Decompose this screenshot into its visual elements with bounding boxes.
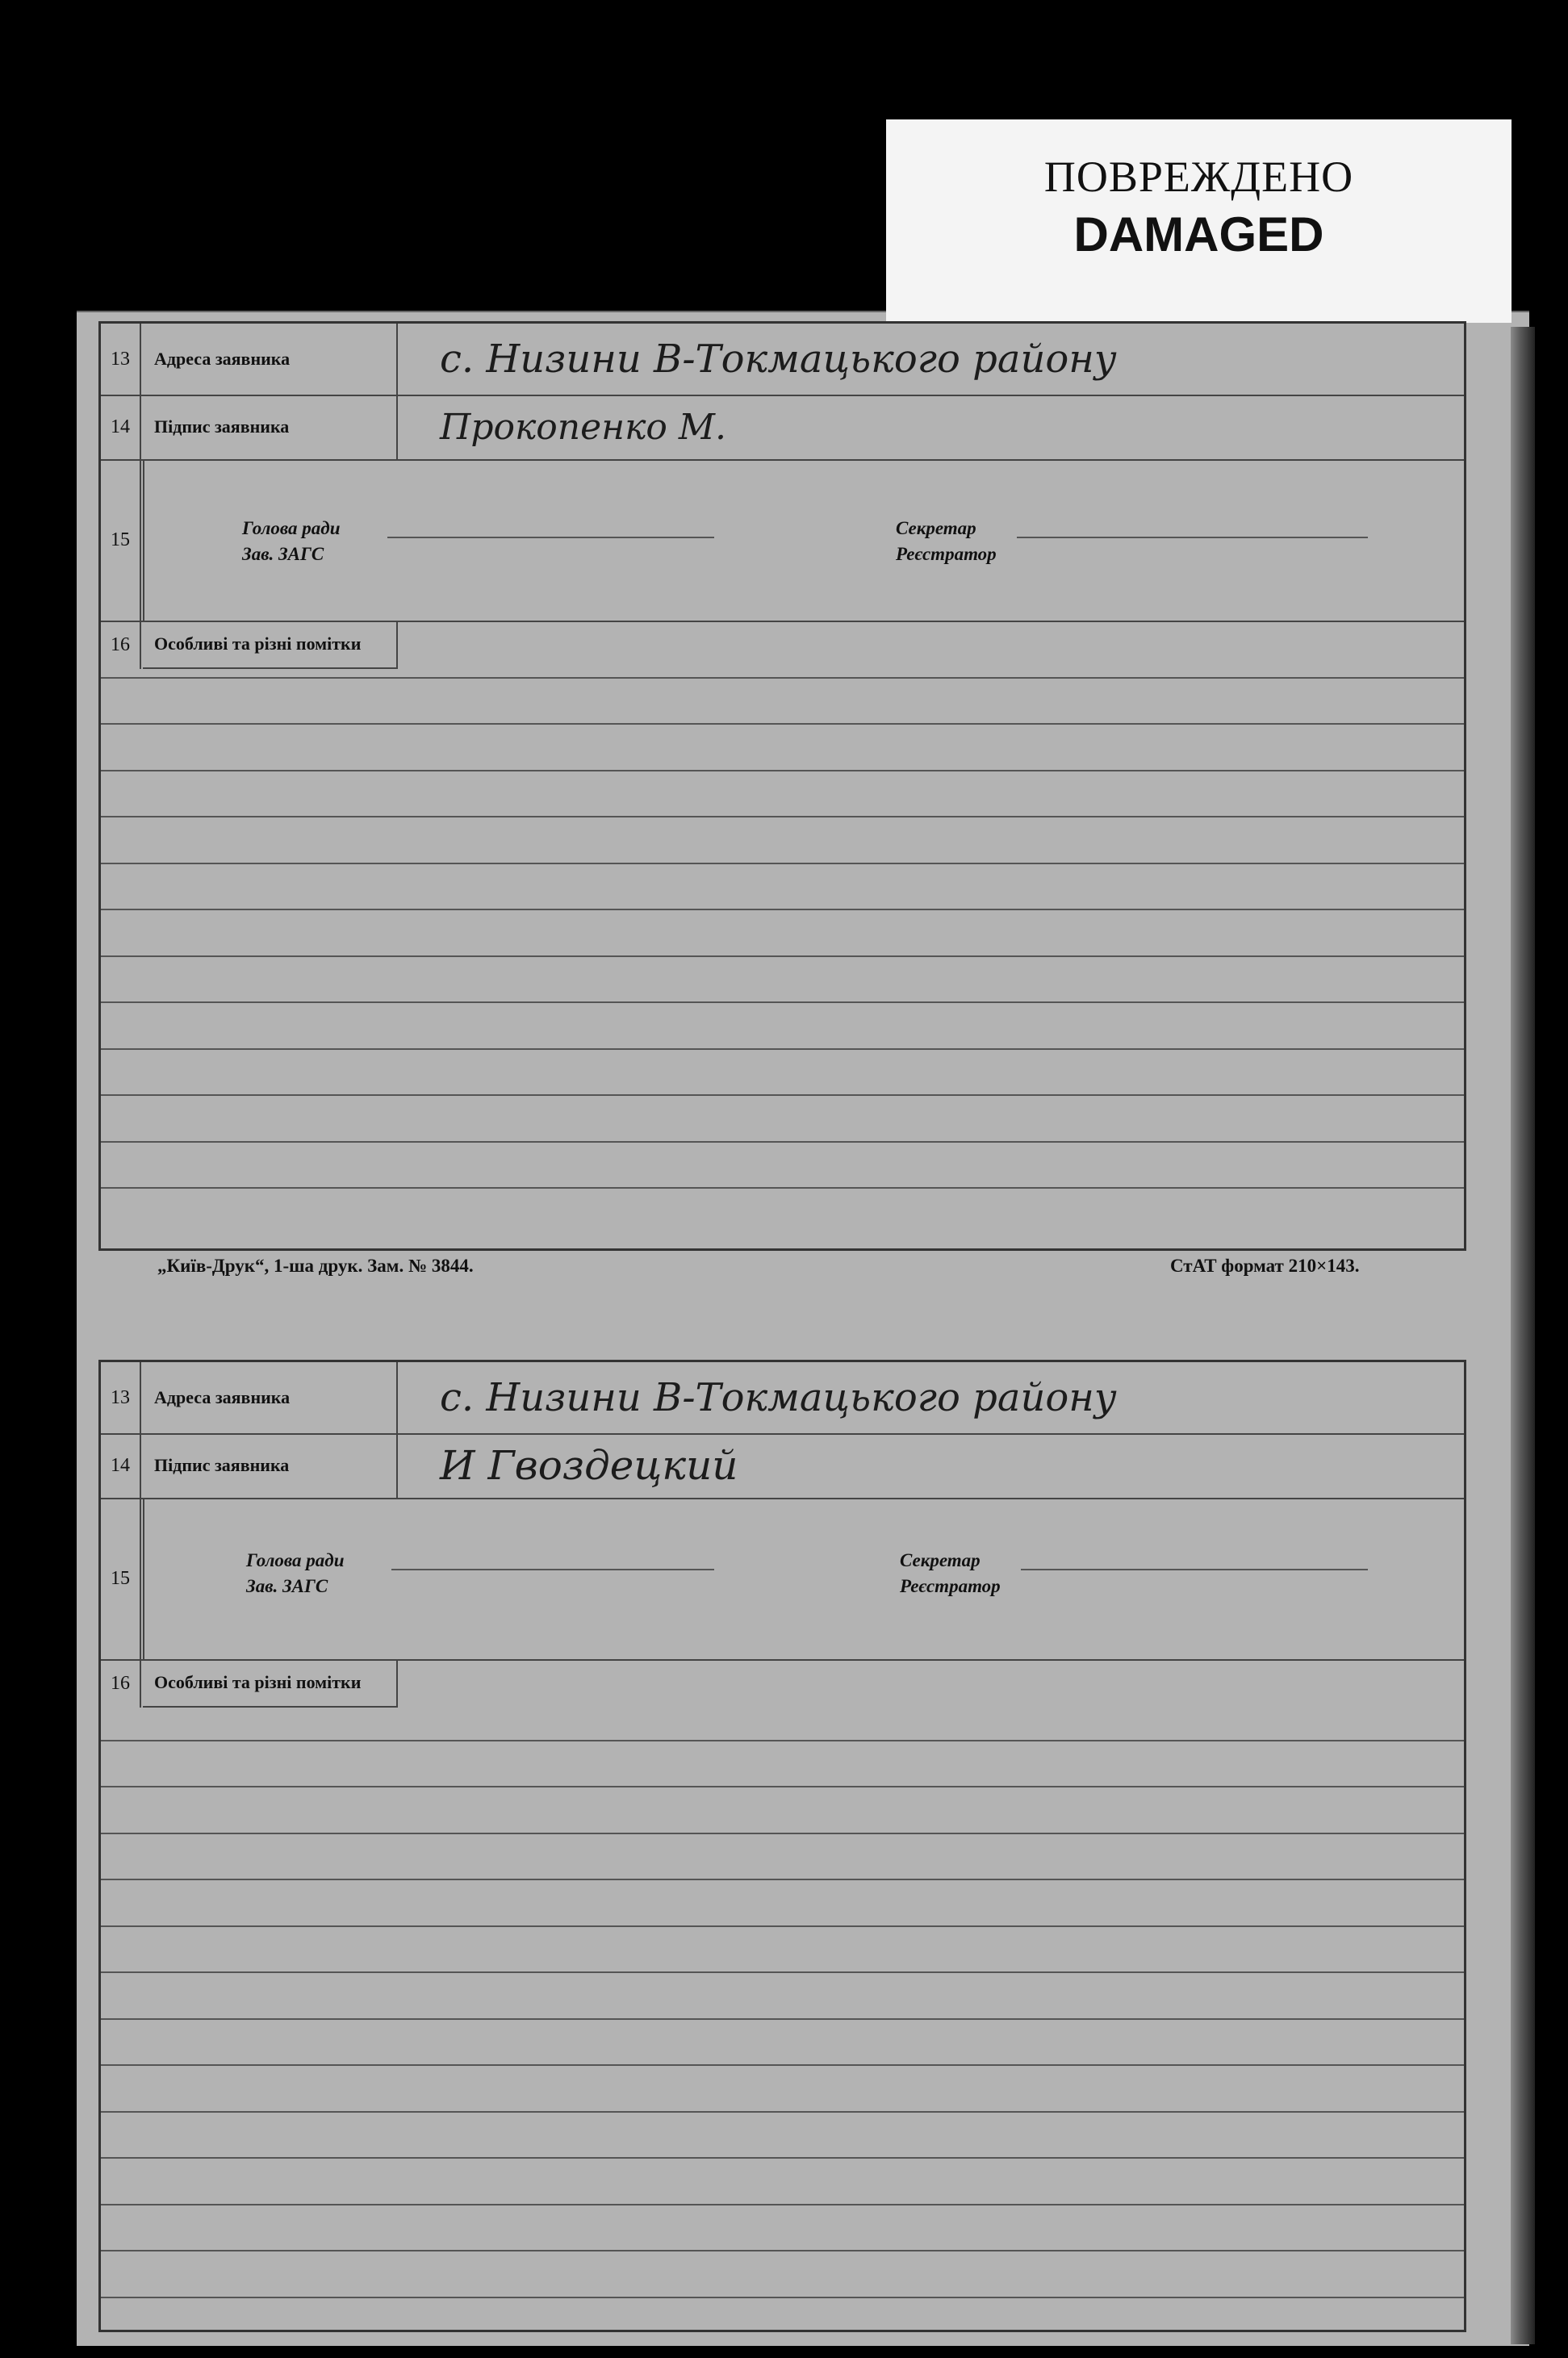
row-number: 16: [101, 621, 141, 669]
registrar-label: Реєстратор: [900, 1576, 1001, 1596]
damage-label-en: DAMAGED: [1073, 207, 1324, 261]
zags-label: Зав. ЗАГС: [242, 544, 324, 564]
head-label: Голова ради: [246, 1550, 345, 1570]
form-bottom: [98, 1360, 1466, 2332]
row-number: 14: [101, 1433, 141, 1498]
form-top: [98, 321, 1466, 1251]
sheet-edge: [1511, 327, 1535, 2344]
head-label: Голова ради: [242, 518, 341, 538]
row-label: Особливі та різні помітки: [143, 621, 398, 669]
head-signature-line: [387, 537, 714, 538]
printer-imprint: „Київ-Друк“, 1-ша друк. Зам. № 3844.: [157, 1256, 474, 1276]
row-label: Особливі та різні помітки: [143, 1659, 398, 1708]
signature-value: И Гвоздецкий: [440, 1442, 738, 1489]
row-number: 15: [101, 1498, 141, 1659]
head-labels: [242, 516, 341, 567]
row-label: Адреса заявника: [143, 1362, 398, 1433]
row-notes: [101, 1659, 1464, 1708]
row-signature: [101, 1433, 1464, 1499]
zags-label: Зав. ЗАГС: [246, 1576, 328, 1596]
row-number: 13: [101, 324, 141, 395]
signature-value: Прокопенко М.: [440, 406, 726, 448]
damage-label-ru: ПОВРЕЖДЕНО: [1043, 153, 1354, 201]
address-value: с. Низини В-Токмацького району: [440, 1375, 1117, 1420]
row-number: 13: [101, 1362, 141, 1433]
secretary-signature-line: [1021, 1569, 1368, 1570]
head-signature-line: [391, 1569, 714, 1570]
row-number: 16: [101, 1659, 141, 1708]
address-value: с. Низини В-Токмацького району: [440, 337, 1117, 382]
registrar-label: Реєстратор: [896, 544, 997, 564]
row-label: Адреса заявника: [143, 324, 398, 395]
head-labels: [246, 1548, 345, 1599]
row-officials: [101, 459, 1464, 622]
row-number: 14: [101, 395, 141, 459]
secretary-label: Секретар: [896, 518, 976, 538]
row-address: [101, 1362, 1464, 1435]
secretary-label: Секретар: [900, 1550, 981, 1570]
row-signature: [101, 395, 1464, 461]
row-address: [101, 324, 1464, 396]
row-number: 15: [101, 459, 141, 621]
damage-label: [886, 119, 1512, 323]
row-label: Підпис заявника: [143, 1433, 398, 1498]
secretary-labels: [896, 516, 997, 567]
secretary-signature-line: [1017, 537, 1368, 538]
row-officials: [101, 1498, 1464, 1661]
row-label: Підпис заявника: [143, 395, 398, 459]
format-imprint: СтАТ формат 210×143.: [1170, 1256, 1360, 1276]
secretary-labels: [900, 1548, 1001, 1599]
row-notes: [101, 621, 1464, 669]
